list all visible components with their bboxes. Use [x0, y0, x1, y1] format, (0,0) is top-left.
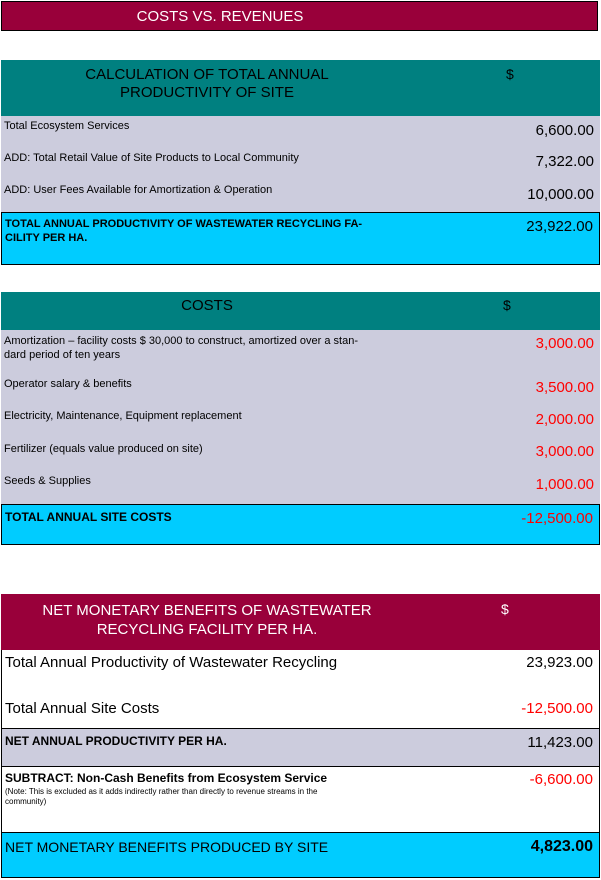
- row-label: ADD: User Fees Available for Amortization & Operation: [4, 184, 273, 196]
- row-value: 6,600.00: [535, 122, 594, 139]
- costs-currency: $: [503, 297, 511, 313]
- net-header: [1, 594, 600, 650]
- net-title-line2: RECYCLING FACILITY PER HA.: [96, 621, 318, 638]
- productivity-title-line2: PRODUCTIVITY OF SITE: [120, 84, 294, 101]
- cost-label: Seeds & Supplies: [4, 475, 91, 487]
- net-productivity-value: 11,423.00: [527, 734, 593, 751]
- subtract-label: SUBTRACT: Non-Cash Benefits from Ecosystem Service: [5, 771, 328, 785]
- productivity-header: [1, 60, 600, 116]
- cost-value: 3,500.00: [535, 379, 594, 396]
- cost-value: 3,000.00: [535, 443, 594, 460]
- subtract-value: -6,600.00: [529, 771, 593, 788]
- productivity-currency: $: [506, 66, 514, 82]
- productivity-title-line1: CALCULATION OF TOTAL ANNUAL: [85, 66, 329, 83]
- row-label: ADD: Total Retail Value of Site Products to Local Community: [4, 152, 299, 164]
- row-value: 7,322.00: [535, 153, 594, 170]
- cost-value: 3,000.00: [535, 335, 594, 352]
- subtract-row: [1, 767, 600, 833]
- productivity-total-value: 23,922.00: [526, 218, 593, 235]
- net-row-label: Total Annual Site Costs: [5, 700, 160, 717]
- row-label: Total Ecosystem Services: [4, 120, 130, 132]
- net-productivity-label: NET ANNUAL PRODUCTIVITY PER HA.: [5, 734, 227, 748]
- cost-label: Fertilizer (equals value produced on site): [4, 443, 203, 455]
- final-label: NET MONETARY BENEFITS PRODUCED BY SITE: [5, 839, 329, 855]
- subtract-note-line2: community): [5, 797, 47, 806]
- net-row-label: Total Annual Productivity of Wastewater Recycling: [5, 654, 338, 671]
- final-value: 4,823.00: [530, 838, 593, 855]
- costs-total-value: -12,500.00: [521, 510, 593, 527]
- net-productivity-row: [1, 728, 600, 767]
- costs-header: [1, 292, 600, 330]
- page-title: COSTS VS. REVENUES: [136, 8, 304, 25]
- productivity-total-row: [1, 212, 600, 265]
- productivity-total-label-line2: CILITY PER HA.: [5, 232, 88, 244]
- cost-label: Electricity, Maintenance, Equipment replacement: [4, 410, 242, 422]
- net-title-line1: NET MONETARY BENEFITS OF WASTEWATER: [42, 602, 372, 619]
- cost-value: 2,000.00: [535, 411, 594, 428]
- cost-label-line1: Amortization – facility costs $ 30,000 to construct, amortized over a stan-: [4, 335, 358, 347]
- final-row: [1, 832, 600, 878]
- costs-total-row: [1, 504, 600, 545]
- productivity-total-label-line1: TOTAL ANNUAL PRODUCTIVITY OF WASTEWATER RECYCLING FA-: [5, 218, 363, 230]
- net-currency: $: [501, 601, 509, 617]
- row-value: 10,000.00: [527, 186, 594, 203]
- page-banner: [1, 1, 598, 31]
- net-rows: [1, 650, 600, 729]
- subtract-note-line1: (Note: This is excluded as it adds indirectly rather than directly to revenue streams in the: [5, 787, 318, 796]
- net-row-value: -12,500.00: [521, 700, 593, 717]
- cost-value: 1,000.00: [535, 476, 594, 493]
- cost-label-line2: dard period of ten years: [4, 349, 121, 361]
- costs-title: COSTS: [181, 297, 233, 314]
- cost-label: Operator salary & benefits: [4, 378, 132, 390]
- net-row-value: 23,923.00: [526, 654, 593, 671]
- costs-rows: [1, 330, 600, 505]
- costs-total-label: TOTAL ANNUAL SITE COSTS: [5, 510, 172, 524]
- productivity-rows: [1, 116, 600, 213]
